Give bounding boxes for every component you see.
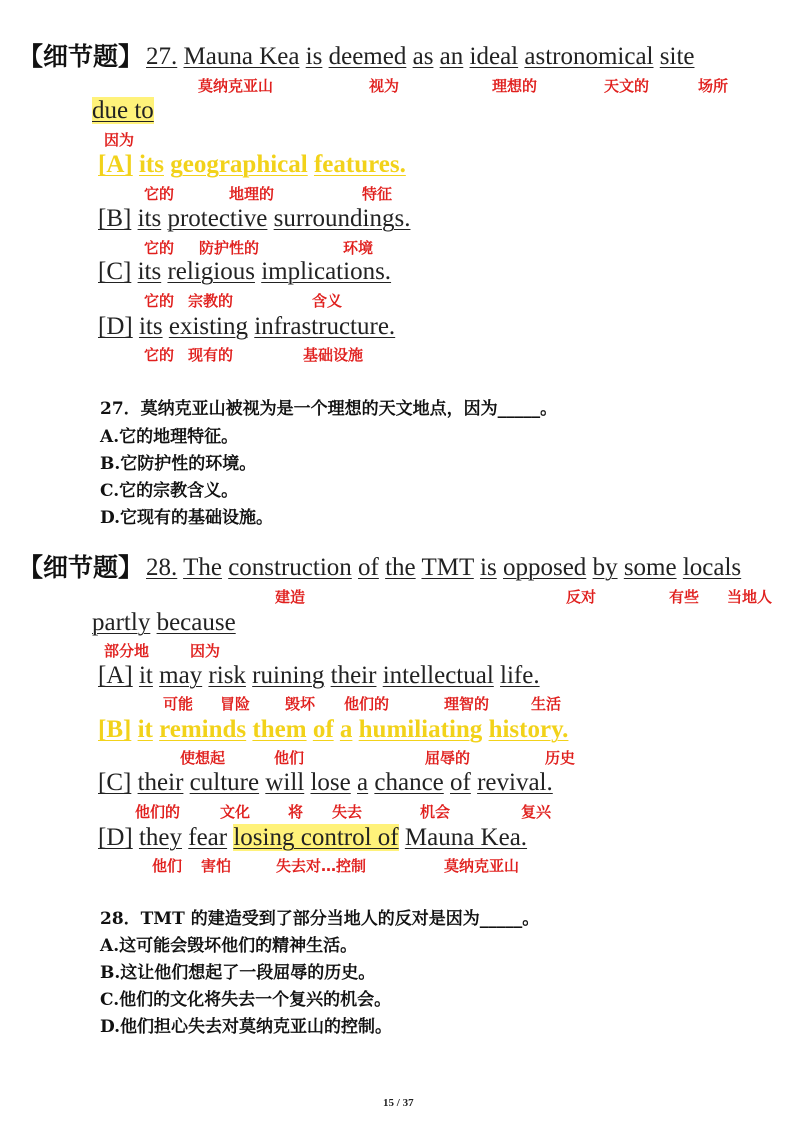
gloss: 他们 <box>152 857 183 875</box>
translation-option-a: A.这可能会毁坏他们的精神生活。 <box>100 936 358 956</box>
question-type-tag: 【细节题】 <box>18 43 144 71</box>
question-stem-line-2: partly because <box>92 609 236 636</box>
option-a: [A] it may risk ruining their intellectual life. <box>98 662 540 689</box>
gloss: 天文的 <box>604 77 650 95</box>
gloss: 失去对…控制 <box>276 857 367 875</box>
gloss: 莫纳克亚山 <box>444 857 520 875</box>
gloss: 他们 <box>274 749 305 767</box>
gloss: 将 <box>288 803 304 821</box>
gloss: 它的 <box>144 292 175 310</box>
gloss: 环境 <box>343 239 374 257</box>
gloss: 地理的 <box>229 185 275 203</box>
gloss: 可能 <box>163 695 194 713</box>
gloss: 场所 <box>698 77 729 95</box>
option-b: [B] its protective surroundings. <box>98 205 411 232</box>
gloss: 莫纳克亚山 <box>198 77 274 95</box>
gloss: 它的 <box>144 185 175 203</box>
translation-option-a: A.它的地理特征。 <box>100 427 239 447</box>
gloss: 害怕 <box>201 857 232 875</box>
option-d: [D] its existing infrastructure. <box>98 313 396 340</box>
option-c: [C] their culture will lose a chance of revival. <box>98 769 553 796</box>
gloss: 毁坏 <box>285 695 316 713</box>
gloss: 冒险 <box>220 695 251 713</box>
gloss: 防护性的 <box>199 239 260 257</box>
question-stem-line-1: 28. The construction of the TMT is opposed by some locals <box>146 554 742 581</box>
gloss: 他们的 <box>135 803 181 821</box>
translation-stem: 28．TMT 的建造受到了部分当地人的反对是因为_____。 <box>100 909 540 929</box>
gloss: 失去 <box>332 803 363 821</box>
option-a: [A] its geographical features. <box>98 151 406 178</box>
gloss: 它的 <box>144 239 175 257</box>
gloss: 反对 <box>566 588 597 606</box>
gloss: 基础设施 <box>303 346 364 364</box>
question-type-tag: 【细节题】 <box>18 554 144 582</box>
gloss: 因为 <box>104 131 135 149</box>
gloss: 特征 <box>362 185 393 203</box>
translation-option-d: D.他们担心失去对莫纳克亚山的控制。 <box>100 1017 393 1037</box>
option-d: [D] they fear losing control of Mauna Kea. <box>98 824 528 851</box>
translation-stem: 27．莫纳克亚山被视为是一个理想的天文地点，因为_____。 <box>100 399 558 419</box>
gloss: 使想起 <box>180 749 226 767</box>
gloss: 复兴 <box>521 803 552 821</box>
question-stem-line-1: 27. Mauna Kea is deemed as an ideal astronomical site <box>146 43 695 70</box>
gloss: 因为 <box>190 642 221 660</box>
gloss: 文化 <box>220 803 251 821</box>
gloss: 历史 <box>545 749 576 767</box>
gloss: 生活 <box>531 695 562 713</box>
translation-option-b: B.这让他们想起了一段屈辱的历史。 <box>100 963 376 983</box>
question-stem-line-2: due to <box>92 97 154 124</box>
translation-option-d: D.它现有的基础设施。 <box>100 508 274 528</box>
gloss: 它的 <box>144 346 175 364</box>
gloss: 含义 <box>312 292 343 310</box>
option-b: [B] it reminds them of a humiliating history. <box>98 716 569 743</box>
option-c: [C] its religious implications. <box>98 258 392 285</box>
gloss: 宗教的 <box>188 292 234 310</box>
gloss: 理想的 <box>492 77 538 95</box>
gloss: 有些 <box>669 588 700 606</box>
translation-option-c: C.他们的文化将失去一个复兴的机会。 <box>100 990 392 1010</box>
gloss: 当地人 <box>727 588 773 606</box>
translation-option-b: B.它防护性的环境。 <box>100 454 257 474</box>
translation-option-c: C.它的宗教含义。 <box>100 481 239 501</box>
gloss: 部分地 <box>104 642 150 660</box>
page-number: 15 / 37 <box>383 1097 414 1109</box>
gloss: 现有的 <box>188 346 234 364</box>
gloss: 屈辱的 <box>425 749 471 767</box>
gloss: 理智的 <box>444 695 490 713</box>
gloss: 视为 <box>369 77 400 95</box>
gloss: 建造 <box>275 588 306 606</box>
gloss: 机会 <box>420 803 451 821</box>
gloss: 他们的 <box>344 695 390 713</box>
